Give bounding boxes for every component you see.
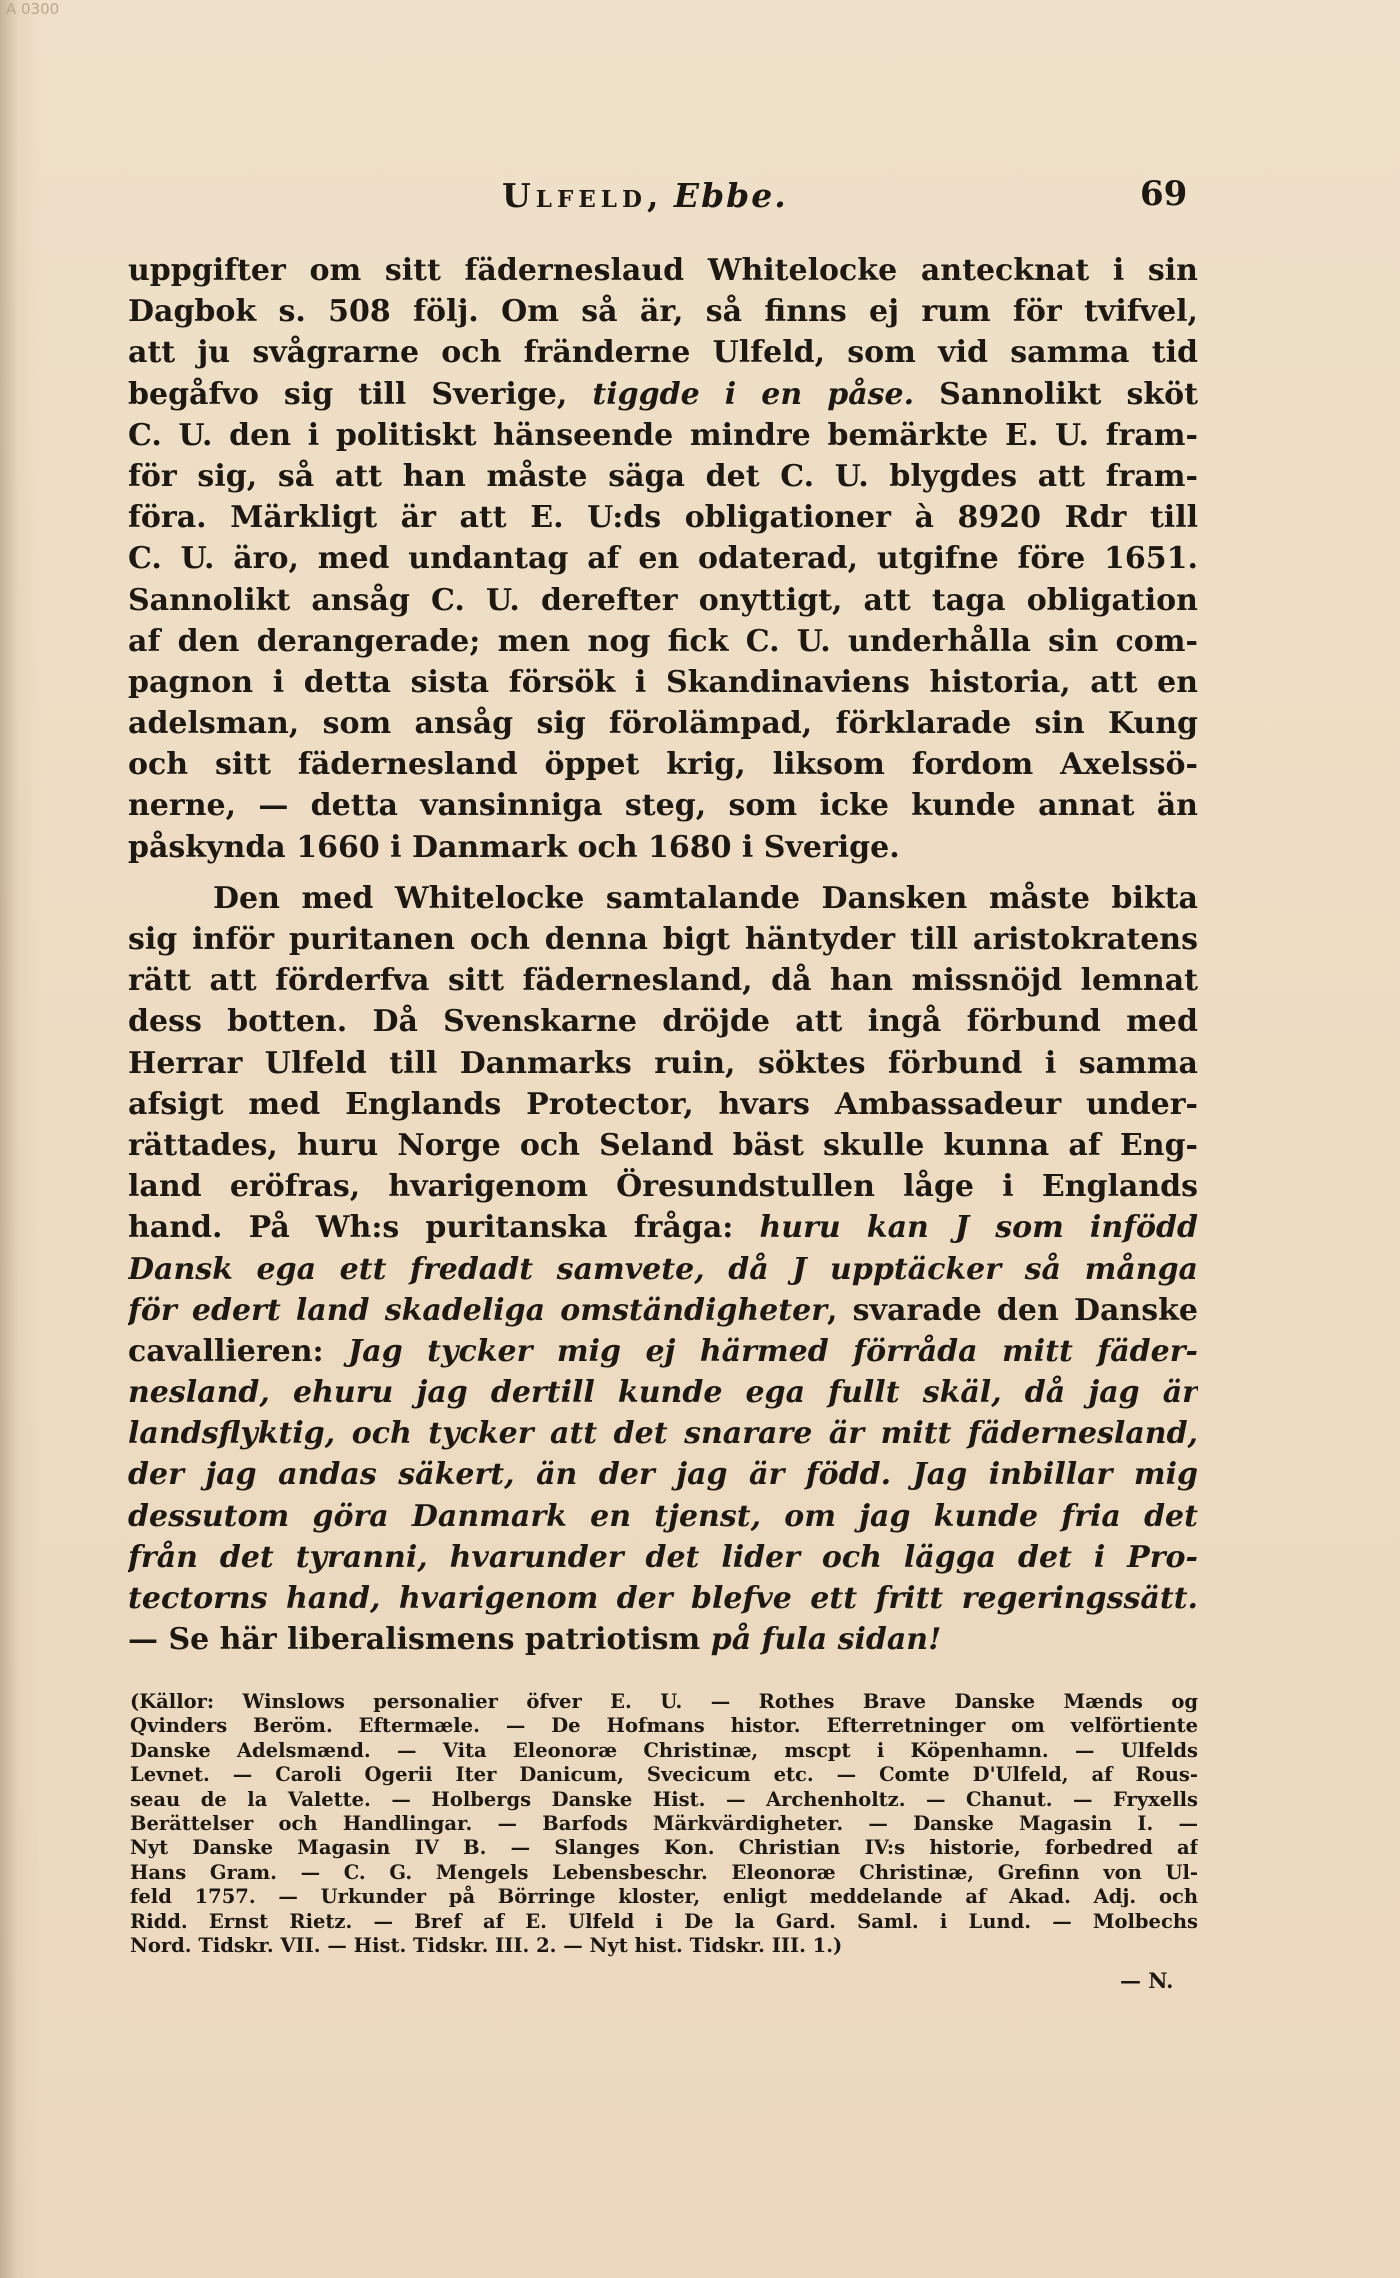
source-line: Nord. Tidskr. VII. — Hist. Tidskr. III. 2. — Nyt hist. Tidskr. III. 1.): [130, 1933, 843, 1957]
text-segment: , svarade den Danske: [827, 1292, 1198, 1328]
running-head-separator: ,: [646, 176, 674, 215]
text-line: sig inför puritanen och denna bigt häntyder till aristokratens: [128, 922, 1198, 957]
text-line: [128, 1331, 1198, 1372]
text-segment: begåfvo sig till Sverige,: [128, 376, 593, 412]
italic-text: på fula sidan!: [710, 1622, 942, 1658]
running-head: [502, 176, 1202, 216]
italic-text: Jag tycker mig ej härmed förråda mitt fäder-: [348, 1333, 1198, 1369]
text-line: [128, 1619, 1198, 1660]
text-line: [128, 1249, 1198, 1290]
italic-text: nesland, ehuru jag dertill kunde ega fullt skäl, då jag är: [128, 1375, 1198, 1411]
italic-text: der jag andas säkert, än der jag är född. Jag inbillar mig: [128, 1457, 1198, 1493]
text-line: Sannolikt ansåg C. U. derefter onyttigt, att taga obligation: [128, 582, 1198, 618]
text-line: [128, 1578, 1198, 1619]
running-head-given-name: Ebbe.: [673, 176, 788, 215]
text-segment: — Se här liberalismens patriotism: [128, 1622, 711, 1658]
text-line: Herrar Ulfeld till Danmarks ruin, söktes förbund i samma: [128, 1045, 1198, 1081]
source-line: Danske Adelsmænd. — Vita Eleonoræ Christinæ, mscpt i Köpenhamn. — Ulfelds: [130, 1738, 1198, 1762]
page-number: 69: [1140, 174, 1188, 214]
body-text: [128, 250, 1198, 1660]
source-line: Qvinders Beröm. Eftermæle. — De Hofmans histor. Efterretninger om velförtiente: [130, 1714, 1198, 1738]
text-line: C. U. den i politiskt hänseende mindre bemärkte E. U. fram-: [128, 417, 1198, 453]
text-line: af den derangerade; men nog fick C. U. underhålla sin com-: [128, 623, 1198, 659]
text-line: nerne, — detta vansinniga steg, som icke kunde annat än: [128, 788, 1198, 824]
paragraph-2: [128, 878, 1198, 1661]
text-line: påskynda 1660 i Danmark och 1680 i Sverige.: [128, 829, 900, 865]
text-line: och sitt fädernesland öppet krig, liksom fordom Axelssö-: [128, 747, 1198, 783]
text-line: [128, 1372, 1198, 1413]
text-line: [128, 1413, 1198, 1454]
italic-text: dessutom göra Danmark en tjenst, om jag kunde fria det: [128, 1498, 1198, 1534]
source-line: Ridd. Ernst Rietz. — Bref af E. Ulfeld i De la Gard. Saml. i Lund. — Molbechs: [130, 1909, 1198, 1933]
text-line: afsigt med Englands Protector, hvars Ambassadeur under-: [128, 1086, 1198, 1122]
text-line: [128, 1290, 1198, 1331]
text-line: pagnon i detta sista försök i Skandinaviens historia, att en: [128, 664, 1198, 700]
italic-text: landsflyktig, och tycker att det snarare är mitt fädernesland,: [128, 1416, 1198, 1452]
source-line: (Källor: Winslows personalier öfver E. U. — Rothes Brave Danske Mænds og: [130, 1690, 1198, 1713]
library-stamp: A 0300: [6, 0, 60, 18]
text-segment: hand. På Wh:s puritanska fråga:: [128, 1210, 760, 1246]
italic-text: tiggde i en påse.: [592, 376, 915, 412]
paragraph-1: [128, 250, 1198, 868]
text-line: [128, 374, 1198, 415]
text-line: att ju svågrarne och fränderne Ulfeld, som vid samma tid: [128, 335, 1198, 371]
source-line: Berättelser och Handlingar. — Barfods Märkvärdigheter. — Danske Magasin I. —: [130, 1811, 1198, 1835]
text-line: adelsman, som ansåg sig förolämpad, förklarade sin Kung: [128, 706, 1198, 742]
source-line: Hans Gram. — C. G. Mengels Lebensbeschr. Eleonoræ Christinæ, Grefinn von Ul-: [130, 1860, 1198, 1884]
sources-footnote: [130, 1690, 1198, 1958]
author-signature: — N.: [1120, 1968, 1174, 1993]
source-line: Levnet. — Caroli Ogerii Iter Danicum, Svecicum etc. — Comte D'Ulfeld, af Rous-: [130, 1763, 1198, 1787]
text-segment: Sannolikt sköt: [914, 376, 1198, 412]
text-line: [128, 1537, 1198, 1578]
italic-text: Dansk ega ett fredadt samvete, då J upptäcker så många: [128, 1251, 1198, 1287]
source-line: Nyt Danske Magasin IV B. — Slanges Kon. Christian IV:s historie, forbedred af: [130, 1836, 1198, 1860]
source-line: seau de la Valette. — Holbergs Danske Hist. — Archenholtz. — Chanut. — Fryxells: [130, 1787, 1198, 1811]
italic-text: tectorns hand, hvarigenom der blefve ett fritt regeringssätt.: [128, 1581, 1198, 1616]
text-segment: cavallieren:: [128, 1333, 349, 1369]
text-line: [128, 1496, 1198, 1537]
text-line: land eröfras, hvarigenom Öresundstullen låge i Englands: [128, 1169, 1198, 1205]
italic-text: från det tyranni, hvarunder det lider och lägga det i Pro-: [128, 1539, 1198, 1575]
text-line: C. U. äro, med undantag af en odaterad, utgifne före 1651.: [128, 541, 1198, 577]
italic-text: för edert land skadeliga omständigheter: [128, 1292, 828, 1328]
source-line: feld 1757. — Urkunder på Börringe kloster, enligt meddelande af Akad. Adj. och: [130, 1885, 1198, 1909]
italic-text: huru kan J som infödd: [759, 1210, 1198, 1246]
text-line: föra. Märkligt är att E. U:ds obligationer à 8920 Rdr till: [128, 500, 1198, 536]
text-line: Den med Whitelocke samtalande Dansken måste bikta: [213, 880, 1198, 916]
text-line: dess botten. Då Svenskarne dröjde att ingå förbund med: [128, 1004, 1198, 1040]
text-line: rätt att förderfva sitt fädernesland, då han missnöjd lemnat: [128, 963, 1198, 999]
text-line: rättades, huru Norge och Seland bäst skulle kunna af Eng-: [128, 1127, 1198, 1163]
running-head-surname: Ulfeld: [502, 176, 647, 215]
text-line: uppgifter om sitt fäderneslaud Whitelocke antecknat i sin: [128, 253, 1198, 288]
text-line: Dagbok s. 508 följ. Om så är, så finns ej rum för tvifvel,: [128, 294, 1198, 330]
text-line: [128, 1454, 1198, 1495]
text-line: [128, 1207, 1198, 1248]
text-line: för sig, så att han måste säga det C. U. blygdes att fram-: [128, 458, 1198, 494]
